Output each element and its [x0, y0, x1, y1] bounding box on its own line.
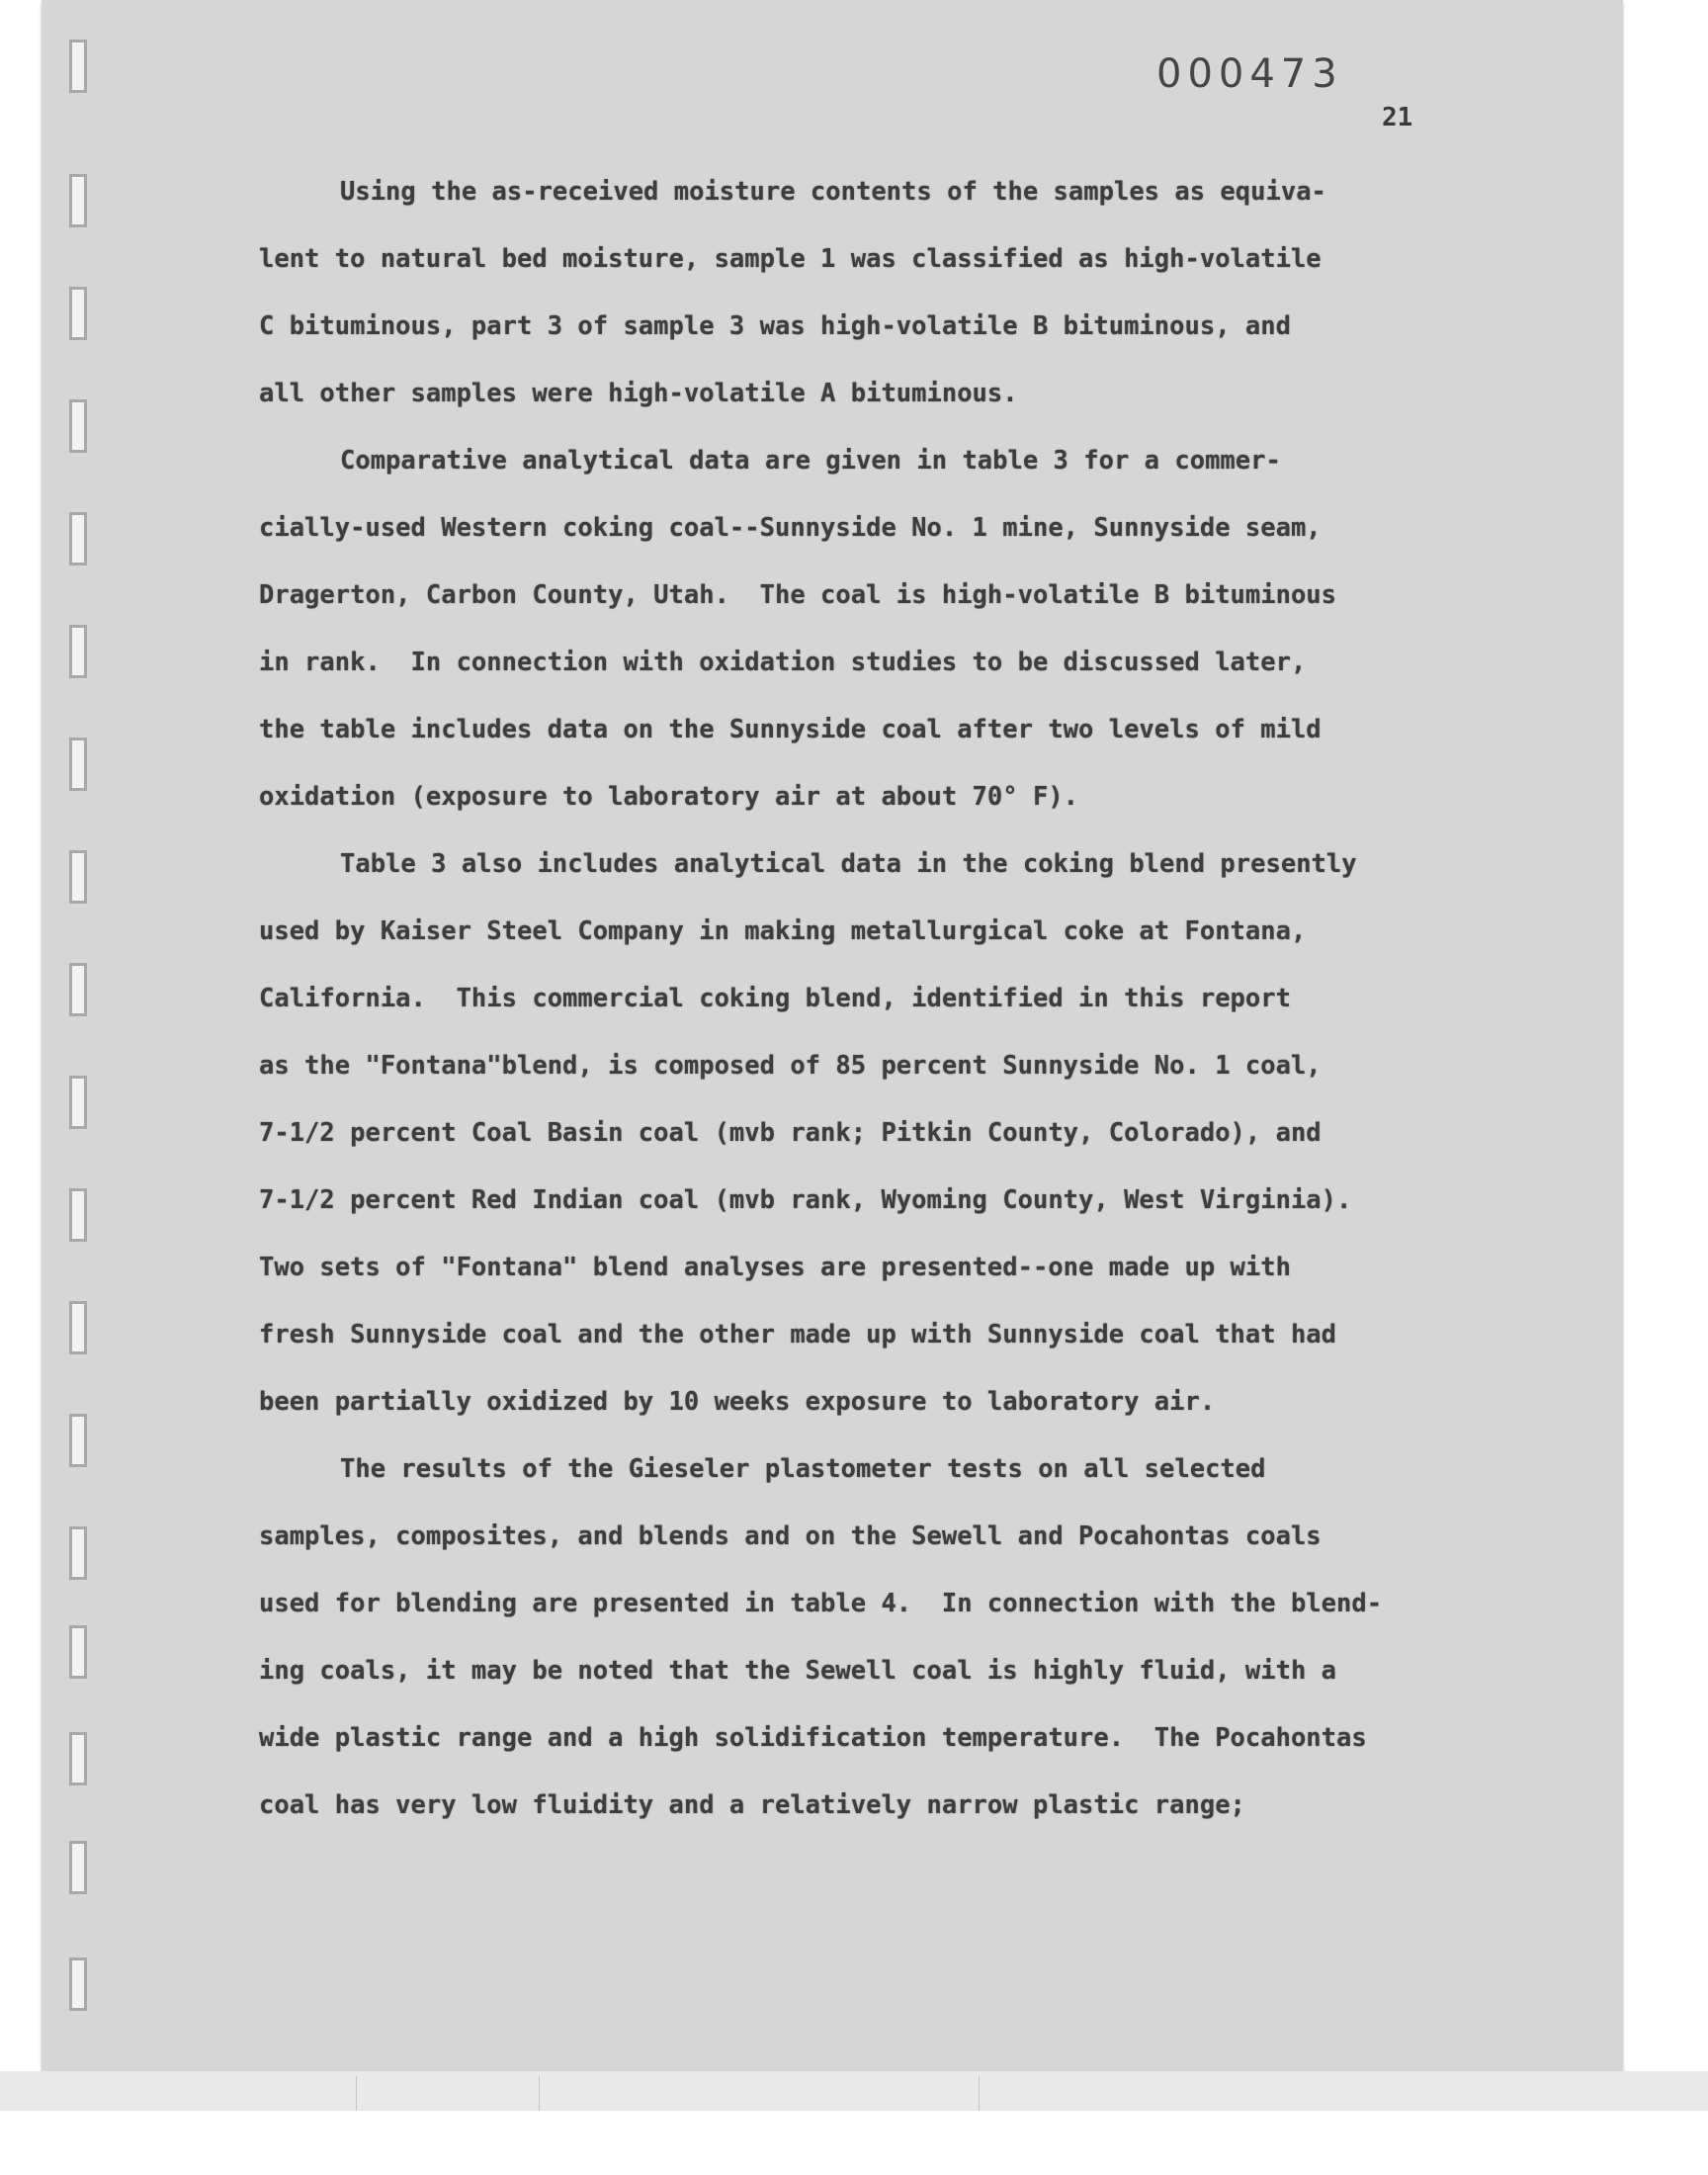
page-number: 21 [1382, 103, 1413, 132]
binder-hole [69, 1526, 87, 1580]
strip-divider [356, 2076, 357, 2111]
binder-hole [69, 1076, 87, 1129]
binder-hole [69, 625, 87, 678]
document-number: 000473 [1156, 51, 1343, 97]
text-line: used for blending are presented in table 4. In connection with the blend- [259, 1589, 1383, 1618]
binder-hole [69, 40, 87, 93]
strip-divider [539, 2076, 540, 2111]
binder-hole [69, 1625, 87, 1679]
text-line: 7-1/2 percent Coal Basin coal (mvb rank; Pitkin County, Colorado), and [259, 1118, 1322, 1148]
text-line: C bituminous, part 3 of sample 3 was high-volatile B bituminous, and [259, 311, 1291, 341]
text-line: Using the as-received moisture contents of the samples as equiva- [340, 177, 1326, 207]
binder-hole [69, 1414, 87, 1467]
text-line: wide plastic range and a high solidification temperature. The Pocahontas [259, 1723, 1367, 1753]
text-line: 7-1/2 percent Red Indian coal (mvb rank, Wyoming County, West Virginia). [259, 1185, 1352, 1215]
text-line: samples, composites, and blends and on the Sewell and Pocahontas coals [259, 1522, 1322, 1551]
binder-hole [69, 1732, 87, 1785]
binder-hole [69, 963, 87, 1016]
text-line: California. This commercial coking blend, identified in this report [259, 984, 1291, 1013]
text-line: lent to natural bed moisture, sample 1 was classified as high-volatile [259, 244, 1322, 274]
binder-hole [69, 1841, 87, 1894]
text-line: The results of the Gieseler plastometer tests on all selected [340, 1454, 1266, 1484]
strip-divider [979, 2076, 980, 2111]
text-line: Comparative analytical data are given in table 3 for a commer- [340, 446, 1281, 476]
binder-hole [69, 850, 87, 904]
text-line: ing coals, it may be noted that the Sewell coal is highly fluid, with a [259, 1656, 1337, 1686]
text-line: all other samples were high-volatile A bituminous. [259, 379, 1018, 408]
binder-hole [69, 174, 87, 227]
text-line: the table includes data on the Sunnyside coal after two levels of mild [259, 715, 1322, 744]
binder-hole [69, 1301, 87, 1354]
text-line: Two sets of "Fontana" blend analyses are presented--one made up with [259, 1253, 1291, 1282]
binder-hole [69, 399, 87, 453]
binder-hole [69, 1188, 87, 1242]
text-line: been partially oxidized by 10 weeks exposure to laboratory air. [259, 1387, 1216, 1417]
text-line: coal has very low fluidity and a relatively narrow plastic range; [259, 1790, 1245, 1820]
binder-hole [69, 1958, 87, 2011]
text-line: cially-used Western coking coal--Sunnyside No. 1 mine, Sunnyside seam, [259, 513, 1322, 543]
text-line: Dragerton, Carbon County, Utah. The coal is high-volatile B bituminous [259, 580, 1337, 610]
binder-hole [69, 512, 87, 566]
scanner-bottom-strip [0, 2071, 1708, 2111]
text-line: fresh Sunnyside coal and the other made up with Sunnyside coal that had [259, 1320, 1337, 1349]
text-line: Table 3 also includes analytical data in the coking blend presently [340, 849, 1357, 879]
body-text [259, 168, 1504, 1849]
text-line: oxidation (exposure to laboratory air at about 70° F). [259, 782, 1079, 812]
text-line: as the "Fontana"blend, is composed of 85 percent Sunnyside No. 1 coal, [259, 1051, 1322, 1081]
binder-hole [69, 287, 87, 340]
binder-hole [69, 738, 87, 791]
text-line: in rank. In connection with oxidation studies to be discussed later, [259, 648, 1307, 677]
text-line: used by Kaiser Steel Company in making metallurgical coke at Fontana, [259, 916, 1307, 946]
